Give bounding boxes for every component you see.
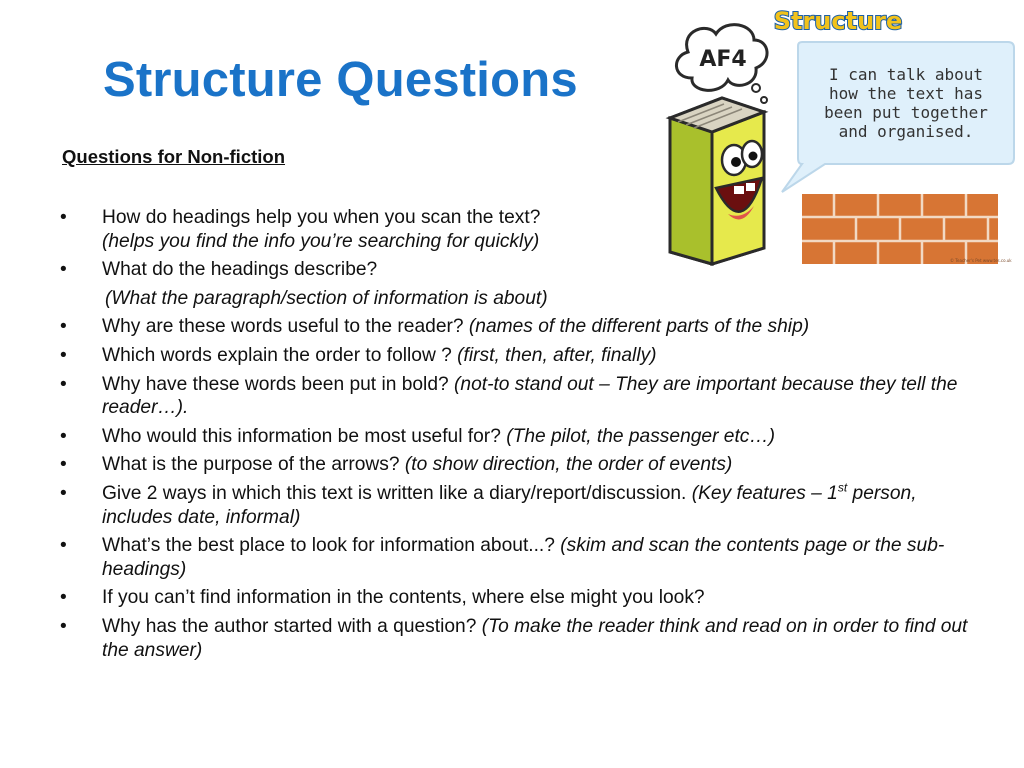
answer-text: (The pilot, the passenger etc…) — [506, 425, 775, 447]
bullet-icon: • — [60, 454, 67, 476]
speech-line: I can talk about — [828, 65, 984, 84]
question-item — [60, 482, 970, 529]
question-text: Why has the author started with a question? — [102, 615, 477, 637]
page-title: Structure Questions — [103, 53, 578, 107]
bullet-icon: • — [60, 535, 67, 557]
speech-line: and organised. — [838, 122, 974, 141]
bullet-icon: • — [60, 425, 67, 447]
speech-line: how the text has — [828, 84, 984, 103]
bullet-icon: • — [60, 615, 67, 637]
answer-text: (To make the reader think and read on in order to find out the answer) — [102, 615, 968, 661]
question-text: What is the purpose of the arrows? — [102, 454, 400, 476]
question-text: Why have these words been put in bold? — [102, 373, 449, 395]
section-subtitle: Questions for Non-fiction — [62, 146, 286, 167]
question-text: What do the headings describe? — [102, 259, 378, 281]
structure-clipart — [650, 0, 1020, 268]
question-text: Give 2 ways in which this text is written like a diary/report/discussion. — [102, 482, 687, 504]
speech-line: been put together — [824, 103, 988, 122]
answer-text: (first, then, after, finally) — [457, 344, 657, 366]
answer-text: (skim and scan the contents page or the sub-headings) — [102, 535, 945, 580]
thought-text: AF4 — [699, 47, 747, 72]
answer-text: (to show direction, the order of events) — [404, 454, 733, 476]
answer-text: (helps you find the info you’re searching for quickly) — [102, 230, 540, 252]
question-text: Which words explain the order to follow ? — [102, 344, 452, 366]
question-item — [60, 344, 970, 368]
answer-text: (Key features – 1st person, includes date, informal) — [102, 480, 917, 528]
question-item — [60, 615, 970, 662]
question-item — [60, 586, 970, 610]
bullet-icon: • — [60, 344, 67, 366]
bullet-icon: • — [60, 316, 67, 338]
bullet-icon: • — [60, 373, 67, 395]
answer-text: (not-to stand out – They are important because they tell the reader…). — [102, 373, 958, 419]
banner-text: Structure — [773, 7, 903, 35]
question-item — [60, 373, 970, 420]
answer-text: (What the paragraph/section of information is about) — [105, 287, 548, 309]
book-character-icon — [650, 0, 1020, 268]
bullet-icon: • — [60, 207, 67, 228]
answer-text: (names of the different parts of the ship) — [468, 316, 810, 338]
bullet-icon: • — [60, 587, 67, 609]
footer-text: © Teacher's Pet www.tes.co.uk — [950, 258, 1012, 263]
question-item — [60, 534, 970, 581]
question-text: How do headings help you when you scan the text? — [102, 207, 541, 228]
question-item — [60, 315, 970, 339]
question-item — [60, 287, 970, 311]
question-text: Who would this information be most useful for? — [102, 425, 501, 447]
bullet-icon: • — [60, 259, 67, 281]
bullet-icon: • — [60, 482, 67, 504]
question-text: Why are these words useful to the reader? — [102, 316, 464, 338]
question-text: If you can’t find information in the contents, where else might you look? — [102, 587, 705, 609]
question-text: What’s the best place to look for information about...? — [102, 535, 555, 557]
question-item — [60, 425, 970, 449]
question-item — [60, 453, 970, 477]
question-list — [60, 206, 970, 667]
